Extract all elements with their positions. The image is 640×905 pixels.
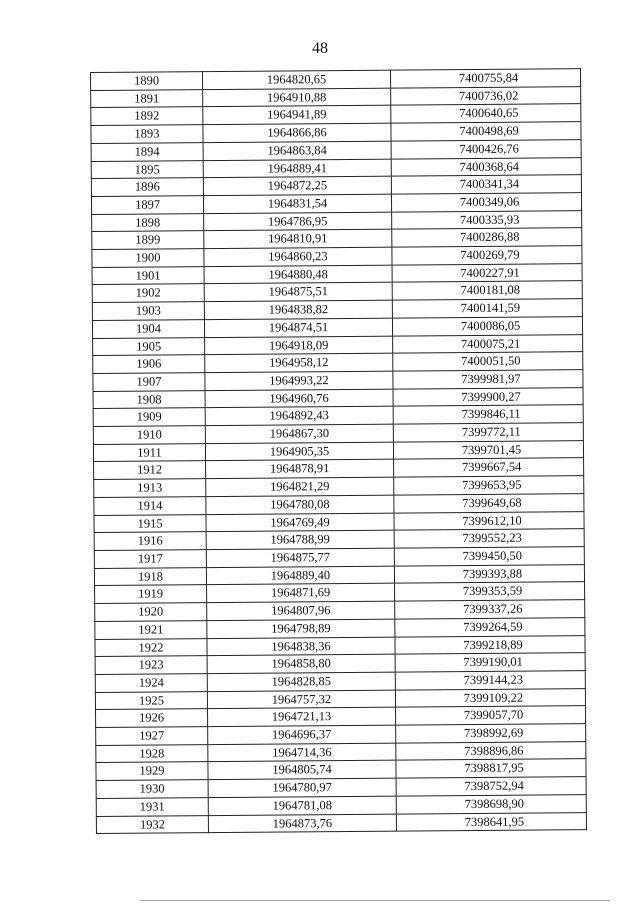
- x-coordinate-cell: 1964892,43: [205, 406, 393, 425]
- table-row: [96, 812, 586, 834]
- point-number-cell: 1896: [91, 178, 203, 197]
- x-coordinate-cell: 1964757,32: [207, 690, 395, 709]
- y-coordinate-cell: 7399190,01: [395, 653, 585, 672]
- table-body: [91, 69, 587, 834]
- y-coordinate-cell: 7399653,95: [394, 476, 584, 495]
- point-number-cell: 1901: [92, 266, 204, 285]
- x-coordinate-cell: 1964807,96: [207, 601, 395, 620]
- x-coordinate-cell: 1964780,08: [206, 495, 394, 514]
- point-number-cell: 1895: [91, 160, 203, 179]
- x-coordinate-cell: 1964941,89: [203, 106, 391, 125]
- y-coordinate-cell: 7400269,79: [392, 246, 582, 265]
- bottom-divider: [140, 900, 610, 901]
- point-number-cell: 1919: [95, 585, 207, 604]
- x-coordinate-cell: 1964874,51: [204, 318, 392, 337]
- x-coordinate-cell: 1964871,69: [207, 584, 395, 603]
- y-coordinate-cell: 7399552,23: [394, 529, 584, 548]
- point-number-cell: 1924: [95, 674, 207, 693]
- point-number-cell: 1902: [92, 284, 204, 303]
- x-coordinate-cell: 1964838,82: [204, 300, 392, 319]
- y-coordinate-cell: 7400349,06: [391, 193, 581, 212]
- x-coordinate-cell: 1964880,48: [204, 265, 392, 284]
- point-number-cell: 1931: [96, 797, 208, 816]
- x-coordinate-cell: 1964889,40: [206, 566, 394, 585]
- point-number-cell: 1921: [95, 620, 207, 639]
- y-coordinate-cell: 7399264,59: [395, 617, 585, 636]
- point-number-cell: 1911: [93, 443, 205, 462]
- point-number-cell: 1890: [91, 72, 203, 91]
- y-coordinate-cell: 7399353,59: [395, 582, 585, 601]
- x-coordinate-cell: 1964918,09: [205, 336, 393, 355]
- point-number-cell: 1899: [92, 231, 204, 250]
- x-coordinate-cell: 1964714,36: [208, 743, 396, 762]
- y-coordinate-cell: 7399218,89: [395, 635, 585, 654]
- y-coordinate-cell: 7400755,84: [390, 69, 580, 88]
- x-coordinate-cell: 1964867,30: [205, 424, 393, 443]
- y-coordinate-cell: 7398698,90: [396, 794, 586, 813]
- point-number-cell: 1932: [96, 815, 208, 834]
- point-number-cell: 1906: [93, 355, 205, 374]
- x-coordinate-cell: 1964831,54: [203, 194, 391, 213]
- point-number-cell: 1909: [93, 408, 205, 427]
- point-number-cell: 1926: [96, 709, 208, 728]
- point-number-cell: 1914: [94, 496, 206, 515]
- page-number: 48: [312, 40, 328, 57]
- x-coordinate-cell: 1964873,76: [208, 814, 396, 833]
- x-coordinate-cell: 1964872,25: [203, 176, 391, 195]
- y-coordinate-cell: 7398817,95: [396, 759, 586, 778]
- point-number-cell: 1894: [91, 142, 203, 161]
- x-coordinate-cell: 1964960,76: [205, 389, 393, 408]
- point-number-cell: 1922: [95, 638, 207, 657]
- point-number-cell: 1891: [91, 89, 203, 108]
- x-coordinate-cell: 1964875,51: [204, 283, 392, 302]
- y-coordinate-cell: 7398896,86: [396, 741, 586, 760]
- x-coordinate-cell: 1964798,89: [207, 619, 395, 638]
- x-coordinate-cell: 1964805,74: [208, 761, 396, 780]
- point-number-cell: 1908: [93, 390, 205, 409]
- x-coordinate-cell: 1964696,37: [208, 725, 396, 744]
- x-coordinate-cell: 1964958,12: [205, 353, 393, 372]
- x-coordinate-cell: 1964910,88: [203, 88, 391, 107]
- y-coordinate-cell: 7398752,94: [396, 777, 586, 796]
- x-coordinate-cell: 1964788,99: [206, 530, 394, 549]
- coordinates-table: [90, 68, 587, 834]
- point-number-cell: 1905: [93, 337, 205, 356]
- y-coordinate-cell: 7400426,76: [391, 139, 581, 158]
- point-number-cell: 1913: [94, 479, 206, 498]
- y-coordinate-cell: 7399450,50: [394, 547, 584, 566]
- y-coordinate-cell: 7400141,59: [392, 299, 582, 318]
- y-coordinate-cell: 7398992,69: [396, 724, 586, 743]
- point-number-cell: 1915: [94, 514, 206, 533]
- x-coordinate-cell: 1964828,85: [207, 672, 395, 691]
- y-coordinate-cell: 7399337,26: [395, 600, 585, 619]
- x-coordinate-cell: 1964820,65: [203, 70, 391, 89]
- x-coordinate-cell: 1964866,86: [203, 123, 391, 142]
- point-number-cell: 1929: [96, 762, 208, 781]
- y-coordinate-cell: 7400498,69: [391, 122, 581, 141]
- y-coordinate-cell: 7400286,88: [392, 228, 582, 247]
- y-coordinate-cell: 7399981,97: [393, 370, 583, 389]
- y-coordinate-cell: 7399846,11: [393, 405, 583, 424]
- y-coordinate-cell: 7400341,34: [391, 175, 581, 194]
- y-coordinate-cell: 7399900,27: [393, 387, 583, 406]
- point-number-cell: 1903: [92, 302, 204, 321]
- y-coordinate-cell: 7399772,11: [393, 423, 583, 442]
- point-number-cell: 1892: [91, 107, 203, 126]
- y-coordinate-cell: 7400051,50: [393, 352, 583, 371]
- x-coordinate-cell: 1964863,84: [203, 141, 391, 160]
- point-number-cell: 1930: [96, 780, 208, 799]
- y-coordinate-cell: 7400086,05: [392, 316, 582, 335]
- point-number-cell: 1927: [96, 727, 208, 746]
- point-number-cell: 1898: [92, 213, 204, 232]
- point-number-cell: 1920: [95, 603, 207, 622]
- point-number-cell: 1916: [94, 532, 206, 551]
- y-coordinate-cell: 7400368,64: [391, 157, 581, 176]
- point-number-cell: 1923: [95, 656, 207, 675]
- point-number-cell: 1897: [91, 196, 203, 215]
- x-coordinate-cell: 1964889,41: [203, 159, 391, 178]
- x-coordinate-cell: 1964786,95: [204, 212, 392, 231]
- y-coordinate-cell: 7399109,22: [395, 688, 585, 707]
- point-number-cell: 1904: [92, 319, 204, 338]
- y-coordinate-cell: 7400736,02: [391, 86, 581, 105]
- point-number-cell: 1893: [91, 125, 203, 144]
- point-number-cell: 1912: [94, 461, 206, 480]
- point-number-cell: 1900: [92, 249, 204, 268]
- x-coordinate-cell: 1964838,36: [207, 637, 395, 656]
- x-coordinate-cell: 1964905,35: [205, 442, 393, 461]
- point-number-cell: 1907: [93, 373, 205, 392]
- y-coordinate-cell: 7399701,45: [393, 440, 583, 459]
- x-coordinate-cell: 1964781,08: [208, 796, 396, 815]
- y-coordinate-cell: 7399393,88: [394, 564, 584, 583]
- point-number-cell: 1918: [94, 567, 206, 586]
- y-coordinate-cell: 7398641,95: [396, 812, 586, 831]
- y-coordinate-cell: 7399144,23: [395, 671, 585, 690]
- y-coordinate-cell: 7400075,21: [393, 334, 583, 353]
- point-number-cell: 1917: [94, 550, 206, 569]
- x-coordinate-cell: 1964821,29: [206, 477, 394, 496]
- y-coordinate-cell: 7400335,93: [392, 210, 582, 229]
- x-coordinate-cell: 1964858,80: [207, 654, 395, 673]
- x-coordinate-cell: 1964780,97: [208, 778, 396, 797]
- x-coordinate-cell: 1964721,13: [208, 707, 396, 726]
- point-number-cell: 1925: [95, 691, 207, 710]
- x-coordinate-cell: 1964878,91: [206, 460, 394, 479]
- x-coordinate-cell: 1964769,49: [206, 513, 394, 532]
- y-coordinate-cell: 7400227,91: [392, 263, 582, 282]
- point-number-cell: 1910: [93, 426, 205, 445]
- y-coordinate-cell: 7399649,68: [394, 494, 584, 513]
- y-coordinate-cell: 7400640,65: [391, 104, 581, 123]
- y-coordinate-cell: 7399612,10: [394, 511, 584, 530]
- x-coordinate-cell: 1964860,23: [204, 247, 392, 266]
- y-coordinate-cell: 7399667,54: [394, 458, 584, 477]
- x-coordinate-cell: 1964875,77: [206, 548, 394, 567]
- x-coordinate-cell: 1964810,91: [204, 229, 392, 248]
- y-coordinate-cell: 7399057,70: [396, 706, 586, 725]
- y-coordinate-cell: 7400181,08: [392, 281, 582, 300]
- point-number-cell: 1928: [96, 744, 208, 763]
- x-coordinate-cell: 1964993,22: [205, 371, 393, 390]
- coordinates-table-wrapper: [90, 68, 586, 834]
